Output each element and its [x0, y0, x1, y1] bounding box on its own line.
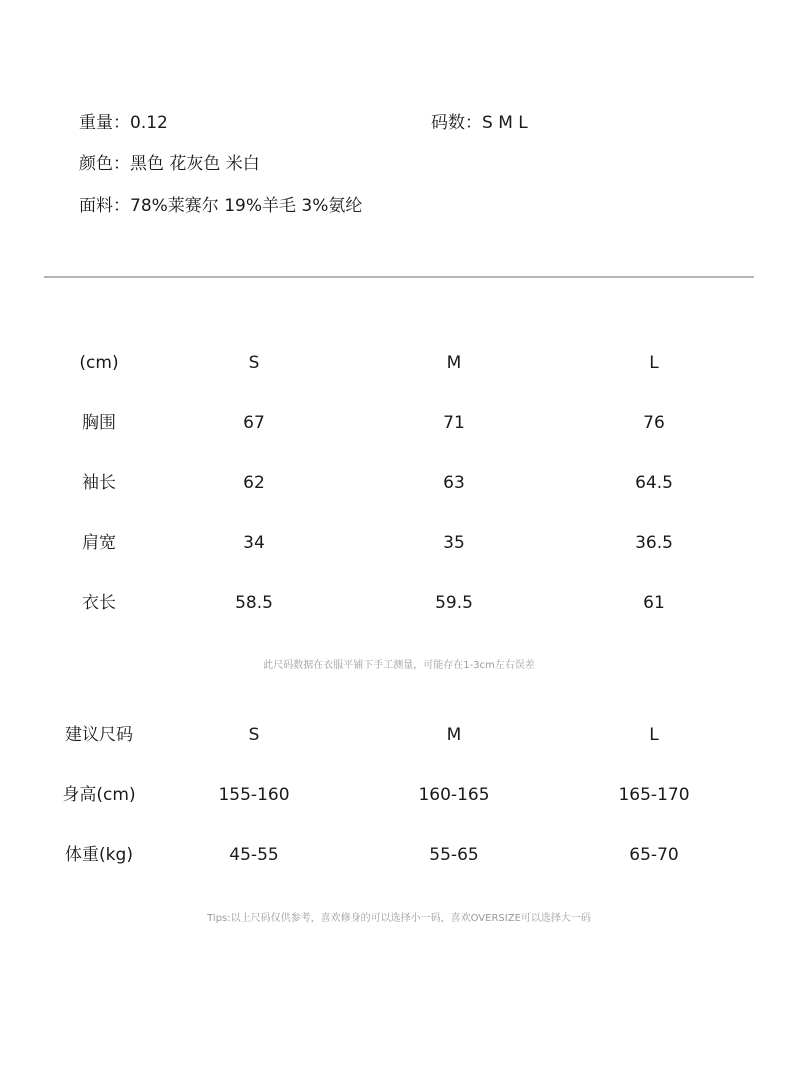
- table-cell: 34: [243, 533, 265, 553]
- table-cell: 63: [443, 473, 465, 493]
- table-row: [0, 589, 790, 617]
- measurement-note: 此尺码数据在衣服平铺下手工测量，可能存在1-3cm左右误差: [263, 660, 535, 671]
- weight-info: 重量：0.12: [79, 113, 168, 133]
- table-row: [0, 409, 790, 437]
- table-header-cell: S: [248, 353, 260, 373]
- size-tips-note: Tips:以上尺码仅供参考，喜欢修身的可以选择小一码，喜欢OVERSIZE可以选择大一码: [207, 913, 591, 924]
- table-row: [0, 529, 790, 557]
- table-cell: 61: [643, 593, 665, 613]
- section-divider: [44, 276, 754, 278]
- table-header-cell: M: [446, 725, 462, 745]
- measurement-header-row: [0, 349, 790, 377]
- table-cell: 58.5: [235, 593, 273, 613]
- table-cell: 55-65: [429, 845, 479, 865]
- table-row: [0, 469, 790, 497]
- row-label: 体重(kg): [65, 845, 133, 865]
- table-cell: 65-70: [629, 845, 679, 865]
- table-cell: 76: [643, 413, 665, 433]
- table-cell: 59.5: [435, 593, 473, 613]
- row-label: 身高(cm): [62, 785, 136, 805]
- table-cell: 62: [243, 473, 265, 493]
- table-header-cell: L: [649, 725, 659, 745]
- table-header-cell: (cm): [79, 353, 119, 373]
- fabric-info: 面料：78%莱赛尔 19%羊毛 3%氨纶: [79, 196, 363, 216]
- size-options-info: 码数：S M L: [431, 113, 528, 133]
- table-cell: 71: [443, 413, 465, 433]
- row-label: 袖长: [82, 473, 116, 493]
- table-header-cell: S: [248, 725, 260, 745]
- table-cell: 165-170: [618, 785, 690, 805]
- row-label: 胸围: [82, 413, 116, 433]
- table-cell: 64.5: [635, 473, 673, 493]
- table-cell: 67: [243, 413, 265, 433]
- table-row: [0, 781, 790, 809]
- row-label: 衣长: [82, 593, 116, 613]
- row-label: 肩宽: [82, 533, 116, 553]
- table-header-cell: M: [446, 353, 462, 373]
- table-row: [0, 841, 790, 869]
- recommendation-header-row: [0, 721, 790, 749]
- table-header-cell: L: [649, 353, 659, 373]
- table-cell: 35: [443, 533, 465, 553]
- color-info: 颜色：黑色 花灰色 米白: [79, 154, 260, 174]
- table-cell: 155-160: [218, 785, 290, 805]
- table-header-cell: 建议尺码: [65, 725, 133, 745]
- table-cell: 36.5: [635, 533, 673, 553]
- table-cell: 160-165: [418, 785, 490, 805]
- table-cell: 45-55: [229, 845, 279, 865]
